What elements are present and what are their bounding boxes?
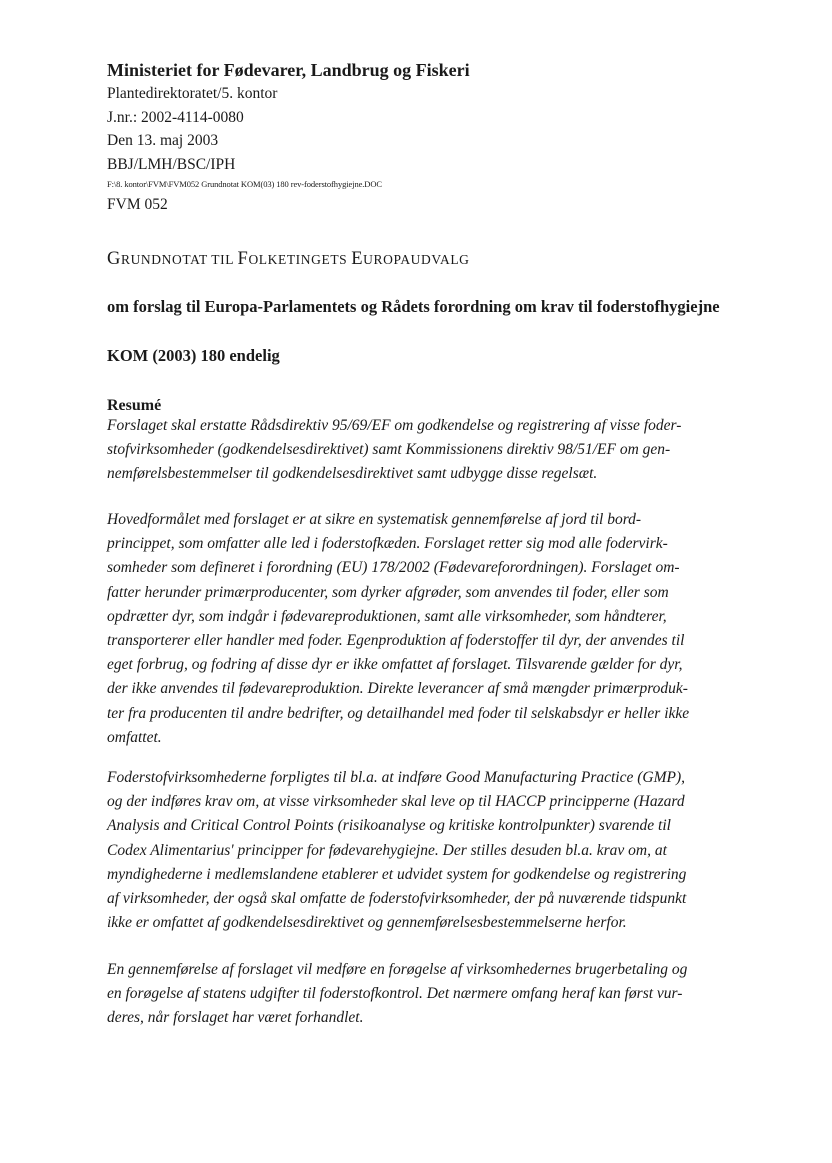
text-line: transporterer eller handler med foder. Egenproduktion af foderstoffer til dyr, der anvendes til [107,632,685,650]
title-rest-2: OLKETINGETS [248,252,352,267]
title-rest-3: UROPAUDVALG [363,252,470,267]
text-line: En gennemførelse af forslaget vil medføre en forøgelse af virksomhedernes brugerbetaling og [107,961,688,978]
text-line: Hovedformålet med forslaget er at sikre en systematisk gennemførelse af jord til bord- [107,511,642,528]
resume-paragraph-1 [107,414,681,487]
text-line: Codex Alimentarius' principper for fødevarehygiejne. Der stilles desuden bl.a. krav om, at [107,841,667,859]
text-line: af virksomheder, der også skal omfatte de foderstofvirksomheder, der på nuværende tidspunkt [107,890,687,908]
text-line: ikke er omfattet af godkendelsesdirektivet og gennemførelsesbestemmelserne herfor. [107,914,627,932]
title-cap-3: E [351,249,364,269]
text-line: og der indføres krav om, at visse virksomheder skal leve op til HACCP principperne (Hazard [107,793,685,811]
text-line: eget forbrug, og fodring af disse dyr er ikke omfattet af forslaget. Tilsvarende gælder for dyr, [107,656,683,674]
letterhead [107,58,787,217]
resume-heading: Resumé [107,397,162,414]
kom-reference: KOM (2003) 180 endelig [107,346,280,365]
title-cap-1: G [107,249,121,269]
title-cap-2: F [237,249,249,269]
text-line: Foderstofvirksomhederne forpligtes til bl.a. at indføre Good Manufacturing Practice (GMP), [107,769,686,786]
resume-paragraph-4 [107,958,687,1031]
document-subject: om forslag til Europa-Parlamentets og Rådets forordning om krav til foderstofhygiejne [107,297,720,316]
text-line: nemførelsbestemmelser til godkendelsesdirektivet samt udbygge disse regelsæt. [107,465,598,483]
text-line: en forøgelse af statens udgifter til foderstofkontrol. Det nærmere omfang heraf kan først vur- [107,985,683,1003]
title-rest-1: RUNDNOTAT TIL [120,252,238,267]
text-line: omfattet. [107,728,162,746]
resume-paragraph-3 [107,766,686,935]
department-name: Plantedirektoratet/5. kontor [107,85,278,102]
text-line: Analysis and Critical Control Points (risikoanalyse og kritiske kontrolpunkter) svarende til [107,817,671,835]
journal-number: J.nr.: 2002-4114-0080 [107,108,244,126]
resume-paragraph-2 [107,508,689,750]
text-line: deres, når forslaget har været forhandlet. [107,1009,364,1027]
text-line: myndighederne i medlemslandene etablerer et udvidet system for godkendelse og registrering [107,865,687,883]
text-line: der ikke anvendes til fødevareproduktion. Direkte leverancer af små mængder primærproduk- [107,680,688,698]
text-line: Forslaget skal erstatte Rådsdirektiv 95/69/EF om godkendelse og registrering af visse foder- [107,417,682,434]
text-line: ter fra producenten til andre bedrifter, og detailhandel med foder til selskabsdyr er heller ikke [107,704,690,722]
document-reference: FVM 052 [107,196,168,213]
ministry-name: Ministeriet for Fødevarer, Landbrug og Fiskeri [107,60,470,80]
document-date: Den 13. maj 2003 [107,132,219,149]
text-line: opdrætter dyr, som indgår i fødevareproduktionen, samt alle virksomheder, som håndterer, [107,607,667,625]
author-initials: BBJ/LMH/BSC/IPH [107,155,236,173]
text-line: somheder som defineret i forordning (EU) 178/2002 (Fødevareforordningen). Forslaget om- [107,559,680,577]
text-line: fatter herunder primærproducenter, som dyrker afgrøder, som anvendes til foder, eller som [107,583,669,601]
text-line: stofvirksomheder (godkendelsesdirektivet) samt Kommissionens direktiv 98/51/EF om gen- [107,441,671,459]
document-title [107,248,470,271]
file-path: F:\8. kontor\FVM\FVM052 Grundnotat KOM(03) 180 rev-foderstofhygiejne.DOC [107,179,382,189]
text-line: princippet, som omfatter alle led i foderstofkæden. Forslaget retter sig mod alle fodervirk- [107,535,668,553]
